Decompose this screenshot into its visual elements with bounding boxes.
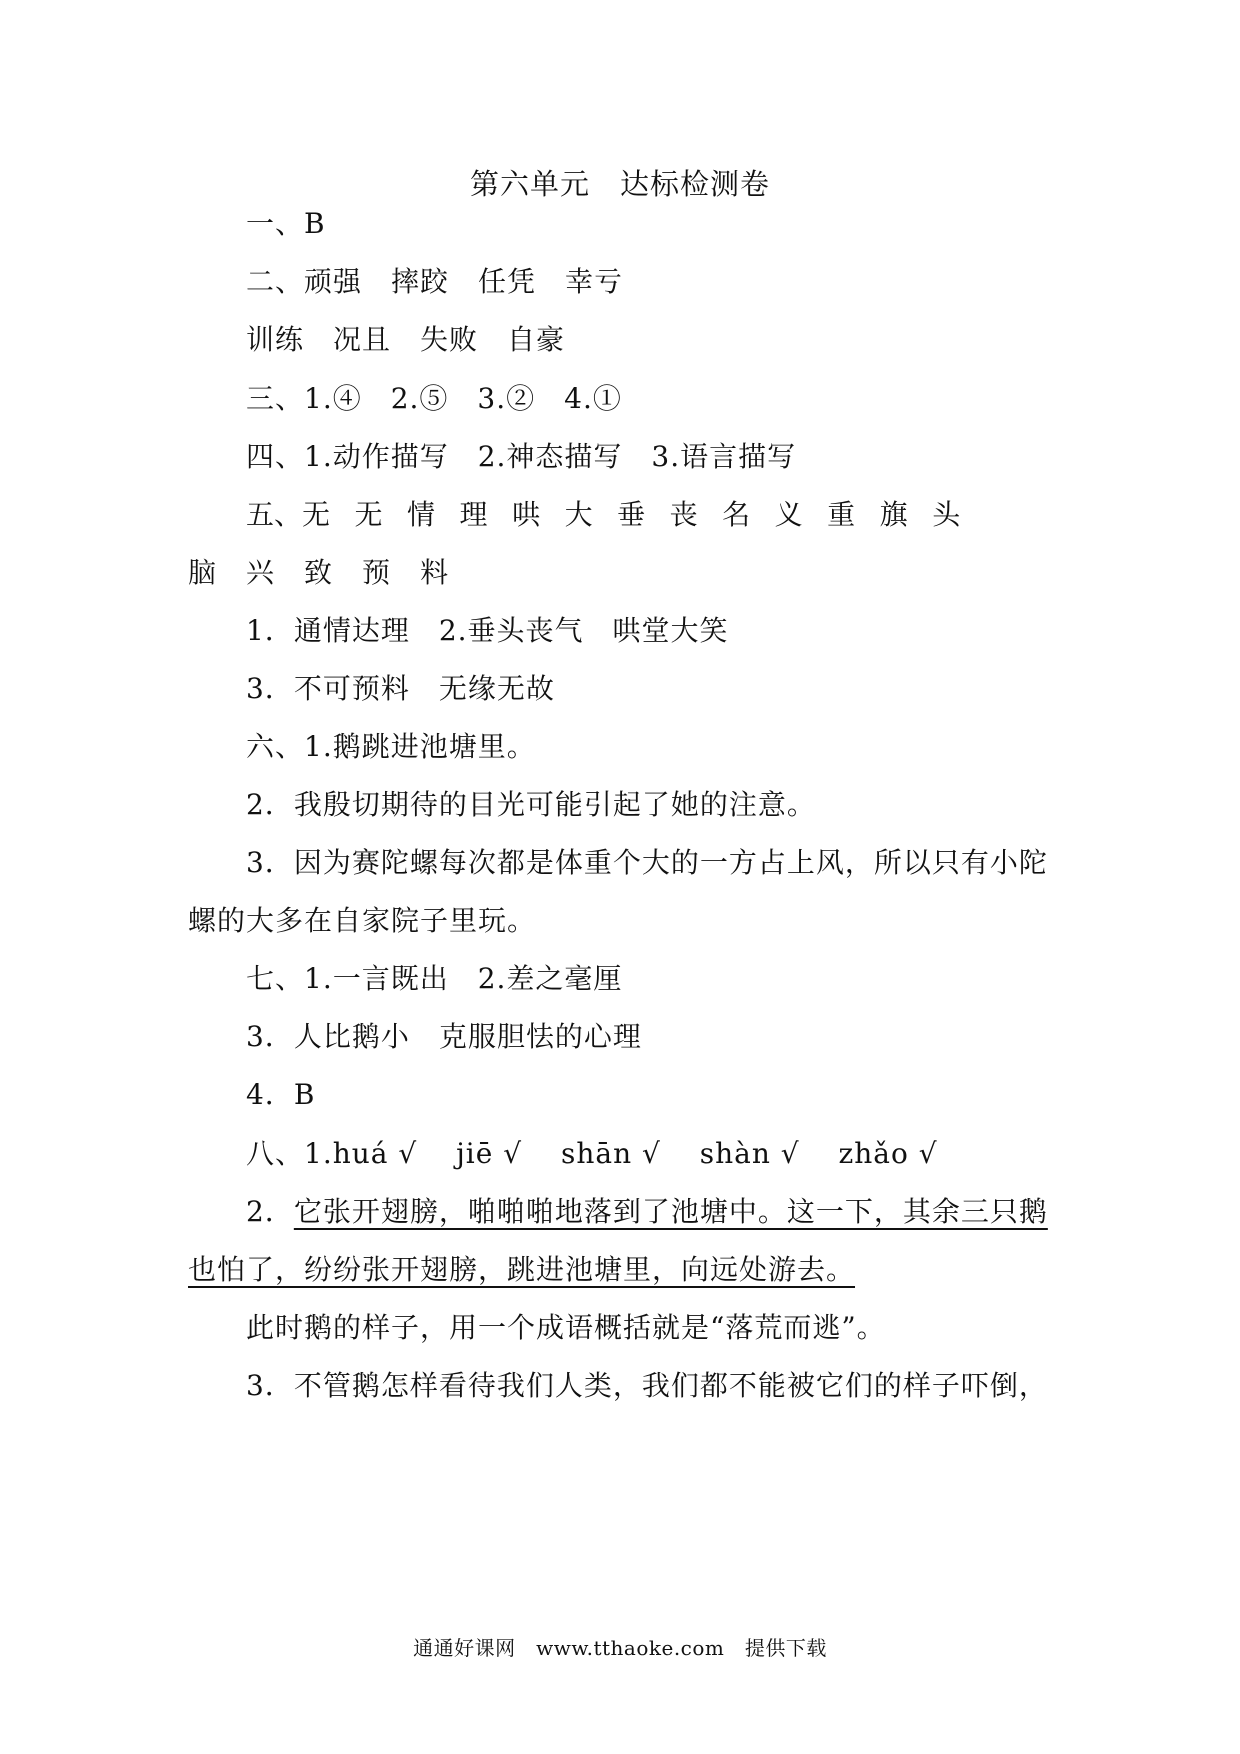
answer-section-6-3-line-2: 螺的大多在自家院子里玩。 — [188, 904, 537, 937]
spaced-character: 哄 — [512, 498, 541, 531]
spaced-character: 义 — [774, 498, 803, 531]
spaced-character: 旗 — [879, 498, 908, 531]
answer-section-8-2-line-2 — [188, 1250, 855, 1290]
answer-section-6-2: 2．我殷切期待的目光可能引起了她的注意。 — [246, 788, 816, 821]
spaced-character: 脑 — [188, 556, 217, 589]
spaced-character: 致 — [304, 556, 333, 589]
spaced-character: 垂 — [617, 498, 646, 531]
underlined-passage-line-1: 它张开翅膀，啪啪啪地落到了池塘中。这一下，其余三只鹅 — [293, 1195, 1048, 1228]
underlined-passage-line-2: 也怕了，纷纷张开翅膀，跳进池塘里，向远处游去。 — [188, 1253, 856, 1286]
document-title: 第六单元 达标检测卷 — [469, 167, 770, 201]
spaced-character: 大 — [564, 498, 593, 531]
answer-section-8-2-number: 2． — [246, 1195, 294, 1228]
answer-section-4: 四、1.动作描写 2.神态描写 3.语言描写 — [246, 440, 797, 473]
answer-section-7-3: 3．人比鹅小 克服胆怯的心理 — [246, 1020, 642, 1053]
spaced-character: 兴 — [246, 556, 275, 589]
spaced-character: 重 — [827, 498, 856, 531]
footer-source-note: 通通好课网 www.tthaoke.com 提供下载 — [413, 1636, 827, 1660]
answer-section-7-1: 七、1.一言既出 2.差之毫厘 — [246, 962, 623, 995]
answer-section-5-sub-3: 3．不可预料 无缘无故 — [246, 672, 555, 705]
answer-section-5-line-1 — [246, 495, 1054, 535]
spaced-character: 预 — [362, 556, 391, 589]
answer-section-5-sub-1: 1．通情达理 2.垂头丧气 哄堂大笑 — [246, 614, 729, 647]
spaced-character: 理 — [459, 498, 488, 531]
answer-section-8-1: 八、1.huá √ jiē √ shān √ shàn √ zhǎo √ — [246, 1137, 938, 1170]
spaced-character: 无 — [354, 498, 383, 531]
answer-section-8-2-note: 此时鹅的样子，用一个成语概括就是“落荒而逃”。 — [246, 1311, 886, 1344]
spaced-character: 料 — [420, 556, 449, 589]
answer-section-2-line-1: 二、顽强 摔跤 任凭 幸亏 — [246, 265, 624, 298]
answer-section-8-2-line-1 — [246, 1192, 1048, 1232]
answer-section-6-1: 六、1.鹅跳进池塘里。 — [246, 730, 536, 763]
answer-section-1: 一、B — [246, 207, 326, 240]
answer-section-5-line-2 — [188, 553, 458, 593]
spaced-character: 丧 — [669, 498, 698, 531]
spaced-character: 情 — [407, 498, 436, 531]
answer-section-2-line-2: 训练 况且 失败 自豪 — [246, 323, 566, 356]
answer-section-3: 三、1.④ 2.⑤ 3.② 4.① — [246, 382, 622, 415]
answer-section-7-4: 4．B — [246, 1078, 316, 1111]
spaced-character: 头 — [932, 498, 961, 531]
spaced-character: 五、无 — [246, 498, 331, 531]
answer-section-8-3: 3．不管鹅怎样看待我们人类，我们都不能被它们的样子吓倒， — [246, 1369, 1048, 1402]
spaced-character: 名 — [722, 498, 751, 531]
answer-section-6-3-line-1: 3．因为赛陀螺每次都是体重个大的一方占上风，所以只有小陀 — [246, 846, 1048, 879]
